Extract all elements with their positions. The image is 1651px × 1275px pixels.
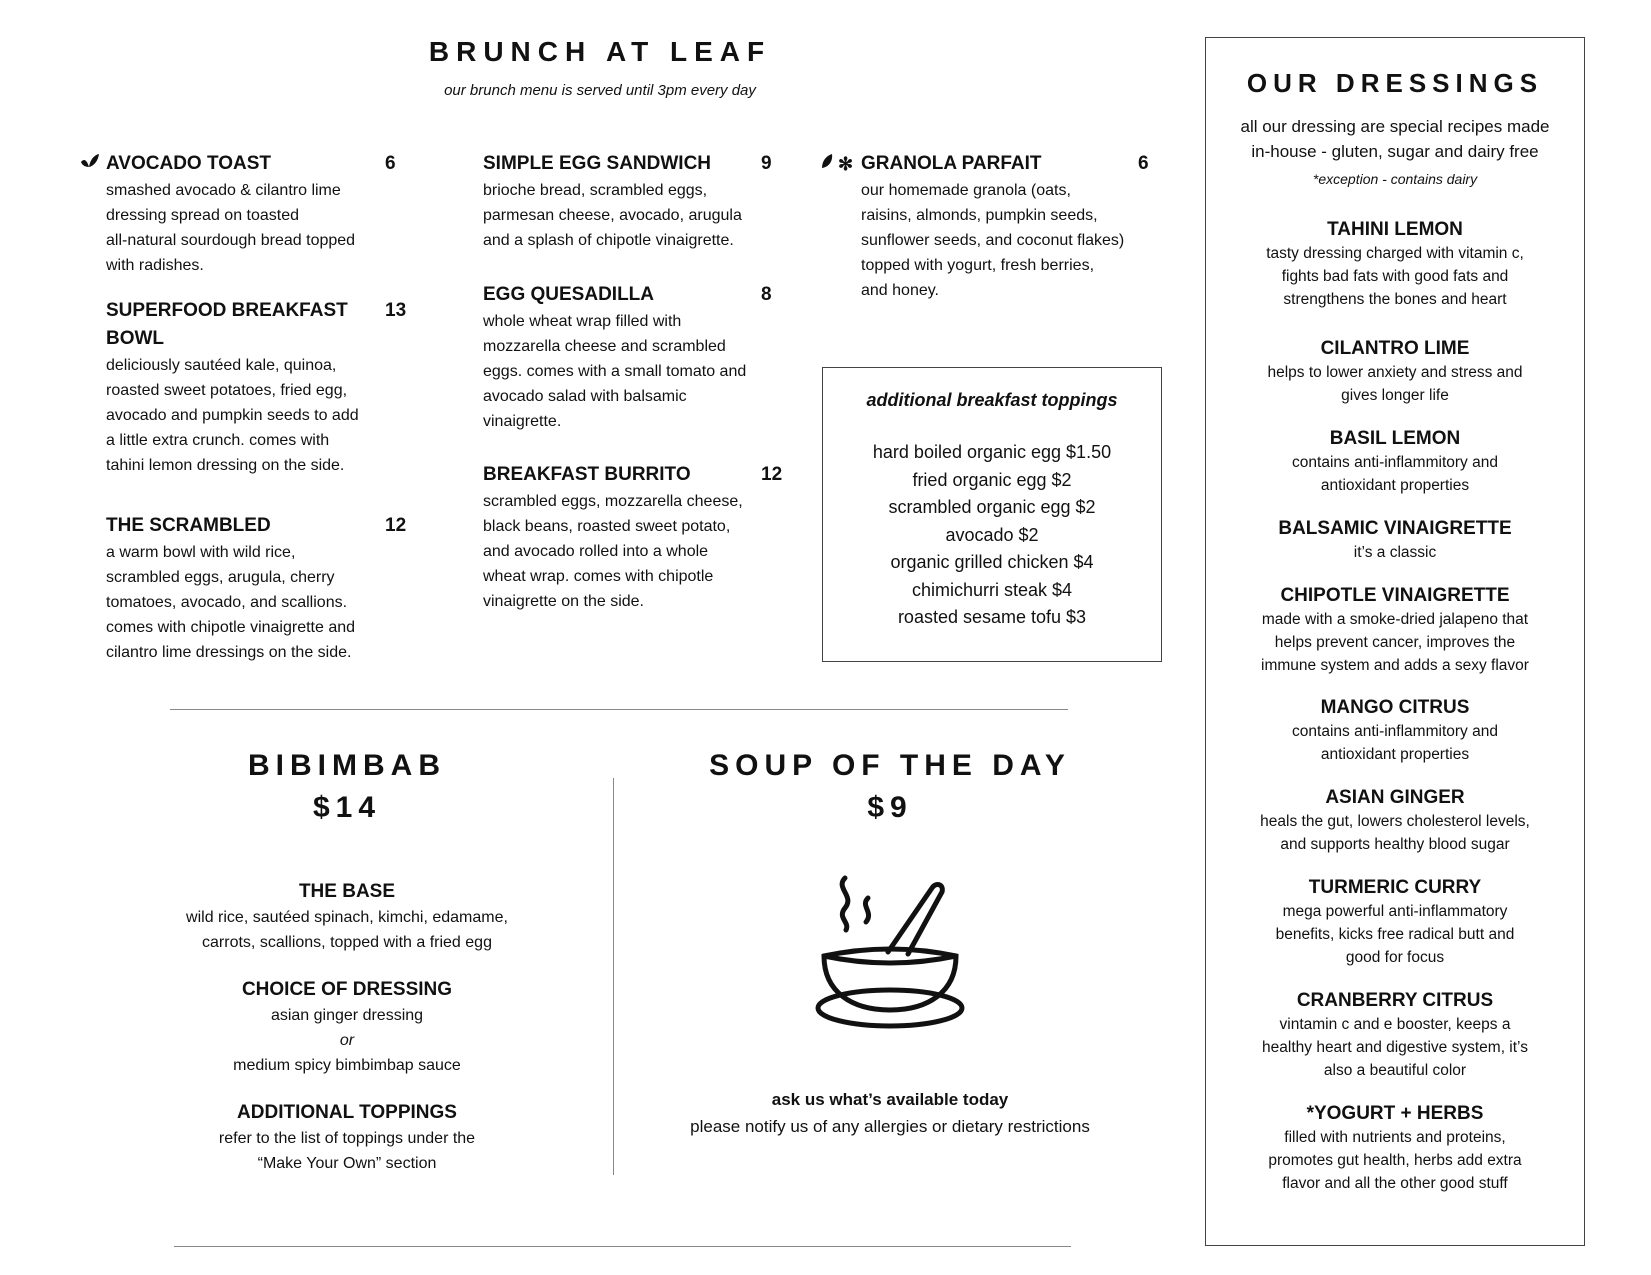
item-desc: scrambled eggs, mozzarella cheese, black beans, roasted sweet potato, and avocado rolled into a whole wheat wrap. comes with chipotle vinaigrette on the side.: [483, 493, 743, 610]
toppings-list: [823, 439, 1161, 632]
menu-item-simple-egg-sandwich: [483, 150, 783, 253]
soup-note: please notify us of any allergies or dietary restrictions: [690, 1117, 1090, 1136]
item-price: 8: [761, 284, 772, 305]
dressing-item: MANGO CITRUS contains anti-inflammitory and antioxidant properties: [1292, 697, 1498, 763]
item-desc: our homemade granola (oats, raisins, almonds, pumpkin seeds, sunflower seeds, and coconut flakes) topped with yogurt, fresh berries, and honey.: [861, 182, 1125, 299]
item-price: 13: [385, 300, 407, 321]
dressing-item: BASIL LEMON contains anti-inflammitory and antioxidant properties: [1292, 428, 1498, 494]
toppings-box: [822, 367, 1162, 662]
list-item: hard boiled organic egg $1.50: [872, 442, 1112, 462]
menu-item-avocado-toast: [80, 150, 410, 278]
dressing-item: TURMERIC CURRY mega powerful anti-inflammatory benefits, kicks free radical butt and good for focus: [1275, 877, 1515, 966]
dressings-title: OUR DRESSINGS: [1246, 68, 1544, 98]
list-item: roasted sesame tofu $3: [897, 607, 1087, 627]
item-name: THE SCRAMBLED: [106, 515, 271, 536]
dressing-item: ASIAN GINGER heals the gut, lowers cholesterol levels, and supports healthy blood sugar: [1260, 787, 1530, 853]
menu-item-granola-parfait: [820, 150, 1150, 303]
item-name: SIMPLE EGG SANDWICH: [483, 153, 712, 174]
list-item: avocado $2: [945, 524, 1039, 545]
item-price: 9: [761, 153, 772, 174]
item-name: BREAKFAST BURRITO: [483, 464, 691, 485]
dressing-item: CHIPOTLE VINAIGRETTE made with a smoke-dried jalapeno that helps prevent cancer, improves the immune system and adds a sexy flavor: [1261, 585, 1529, 674]
soup-title: SOUP OF THE DAY: [709, 749, 1071, 782]
list-item: chimichurri steak $4: [911, 579, 1073, 600]
dressing-item: CRANBERRY CITRUS vintamin c and e booster, keeps a healthy heart and digestive system, it’s also a beautiful color: [1262, 990, 1528, 1079]
item-desc: deliciously sautéed kale, quinoa, roasted sweet potatoes, fried egg, avocado and pumpkin seeds to add a little extra crunch. comes with tahini lemon dressing on the side.: [106, 357, 359, 474]
item-name: AVOCADO TOAST: [106, 153, 272, 174]
menu-item-superfood-bowl: [106, 297, 410, 478]
divider-bottom: [174, 1246, 1071, 1247]
leaf-icon: [80, 150, 100, 178]
toppings-title: additional breakfast toppings: [866, 390, 1118, 410]
dressing-options: asian ginger dressing or medium spicy bimbimbap sauce: [233, 1007, 461, 1074]
item-price: 6: [385, 153, 396, 174]
page-title: BRUNCH AT LEAF: [428, 36, 772, 67]
divider-top: [170, 709, 1068, 710]
dressing-item: BALSAMIC VINAIGRETTE it’s a classic: [1278, 518, 1512, 561]
item-price: 12: [761, 464, 783, 485]
list-item: scrambled organic egg $2: [888, 497, 1096, 517]
soup-section: [640, 745, 1140, 829]
item-price: 6: [1138, 153, 1149, 174]
additional-toppings-text: refer to the list of toppings under the “Make Your Own” section: [218, 1130, 476, 1172]
item-name: GRANOLA PARFAIT: [861, 153, 1042, 174]
item-desc: a warm bowl with wild rice, scrambled eggs, arugula, cherry tomatoes, avocado, and scallions. comes with chipotle vinaigrette and cilantro lime dressings on the side.: [106, 544, 356, 661]
item-desc: whole wheat wrap filled with mozzarella cheese and scrambled eggs. comes with a small tomato and avocado salad with balsamic vinaigrette.: [483, 313, 747, 430]
dressings-intro: all our dressing are special recipes made in-house - gluten, sugar and dairy free: [1240, 117, 1550, 161]
bibimbab-price: $14: [312, 791, 382, 824]
soup-price: $9: [867, 791, 913, 824]
dairy-marker-icon: ✻: [838, 154, 854, 174]
item-name: EGG QUESADILLA: [483, 284, 655, 305]
base-heading: THE BASE: [298, 881, 396, 902]
soup-bowl-icon: [810, 870, 970, 1035]
page-subtitle: our brunch menu is served until 3pm every day: [444, 82, 756, 99]
menu-item-egg-quesadilla: [483, 281, 783, 434]
bibimbab-section: [150, 745, 544, 1176]
dressings-box: [1205, 37, 1585, 1246]
item-name: SUPERFOOD BREAKFAST BOWL: [106, 300, 348, 349]
base-text: wild rice, sautéed spinach, kimchi, edamame, carrots, scallions, topped with a fried egg: [186, 909, 508, 951]
leaf-icon: [820, 150, 834, 178]
dressing-item: CILANTRO LIME helps to lower anxiety and stress and gives longer life: [1267, 338, 1523, 404]
item-price: 12: [385, 515, 407, 536]
bibimbab-title: BIBIMBAB: [248, 749, 446, 782]
soup-note-bold: ask us what’s available today: [771, 1090, 1009, 1109]
item-desc: brioche bread, scrambled eggs, parmesan cheese, avocado, arugula and a splash of chipotle vinaigrette.: [483, 182, 742, 249]
dressings-exception: *exception - contains dairy: [1312, 171, 1478, 187]
menu-item-breakfast-burrito: [483, 461, 783, 614]
menu-item-the-scrambled: [106, 512, 410, 665]
dressing-heading: CHOICE OF DRESSING: [241, 979, 453, 1000]
soup-notes: [640, 1087, 1140, 1139]
item-desc: smashed avocado & cilantro lime dressing spread on toasted all-natural sourdough bread topped with radishes.: [106, 182, 356, 274]
list-item: fried organic egg $2: [912, 469, 1072, 490]
divider-vertical: [613, 778, 614, 1175]
additional-toppings-heading: ADDITIONAL TOPPINGS: [237, 1102, 457, 1123]
dressing-item: *YOGURT + HERBS filled with nutrients and proteins, promotes gut health, herbs add extra flavor and all the other good stuff: [1268, 1103, 1522, 1192]
dressing-item: TAHINI LEMON tasty dressing charged with vitamin c, fights bad fats with good fats and strengthens the bones and heart: [1266, 219, 1524, 308]
list-item: organic grilled chicken $4: [890, 552, 1094, 572]
